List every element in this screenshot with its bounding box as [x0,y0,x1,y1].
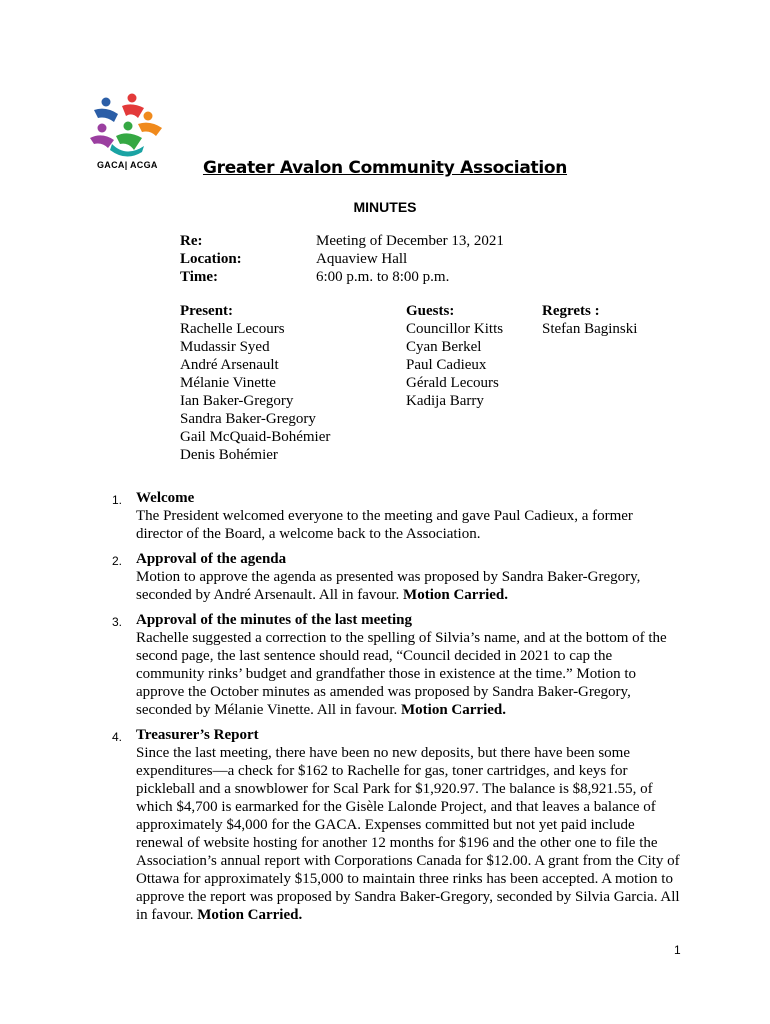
agenda-items [112,489,682,931]
regret-name: Stefan Baginski [542,321,638,337]
present-name: Gail McQuaid-Bohémier [180,429,331,445]
item-text: Since the last meeting, there have been no new deposits, but there have been some expenditures—a check for $162 to Rachelle for gas, toner cartridges, and keys for pickleball and a snowblower for Scal Park for $1,920.97. The balance is $8,921.55, of which $4,700 is earmarked for the Gisèle Lalonde Project, and that leaves a balance of approximately $4,000 for the GACA. Expenses committed but not yet paid include renewal of website hosting for another 12 months for $196 and the other one to file the Association’s annual report with Corporations Canada for $12.00. A grant from the City of Ottawa for approximately $15,000 to maintain three rinks has been accepted. A motion to approve the report was proposed by Sandra Baker-Gregory, seconded by Silvia Garcia. All in favour. Motion Carried. [136,745,680,923]
document-title: Greater Avalon Community Association [202,158,568,178]
logo-text: GACA| ACGA [97,160,158,170]
guest-name: Cyan Berkel [406,339,482,355]
meeting-details [180,232,504,286]
present-list [180,302,330,464]
meta-row-re [180,232,504,250]
meta-label: Location: [180,251,242,267]
agenda-item [112,489,682,543]
present-name: Denis Bohémier [180,447,278,463]
gaca-logo-figures-icon [88,92,168,164]
meta-value: Aquaview Hall [316,251,408,267]
item-number: 1. [112,493,123,507]
guest-name: Kadija Barry [406,393,484,409]
meta-row-location [180,250,504,268]
present-name: Rachelle Lecours [180,321,285,337]
meta-value: Meeting of December 13, 2021 [316,233,504,249]
item-heading: Approval of the agenda [136,551,287,567]
page-number: 1 [674,943,681,957]
item-text: Rachelle suggested a correction to the spelling of Silvia’s name, and at the bottom of the second page, the last sentence should read, “Council decided in 2021 to cap the community rinks’ budget and grandfather those in existence at the time.” Motion to approve the October minutes as amended was proposed by Sandra Baker-Gregory, seconded by Mélanie Vinette. All in favour. Motion Carried. [136,630,667,718]
guests-list [406,302,503,410]
item-text: Motion to approve the agenda as presented was proposed by Sandra Baker-Gregory, seconded by André Arsenault. All in favour. Motion Carried. [136,569,641,603]
item-heading: Treasurer’s Report [136,727,259,743]
item-number: 4. [112,730,123,744]
item-number: 2. [112,554,123,568]
item-heading: Welcome [136,490,195,506]
present-heading: Present: [180,303,234,319]
regrets-list [542,302,637,338]
guest-name: Paul Cadieux [406,357,487,373]
present-name: André Arsenault [180,357,279,373]
item-number: 3. [112,615,123,629]
agenda-item [112,550,682,604]
present-name: Sandra Baker-Gregory [180,411,316,427]
regrets-heading: Regrets : [542,303,600,319]
item-heading: Approval of the minutes of the last meeting [136,612,412,628]
guest-name: Gérald Lecours [406,375,499,391]
document-subtitle: MINUTES [353,199,417,215]
meta-row-time [180,268,504,286]
meta-label: Time: [180,269,219,285]
agenda-item [112,611,682,719]
item-text: The President welcomed everyone to the meeting and gave Paul Cadieux, a former director of the Board, a welcome back to the Association. [136,508,633,542]
guest-name: Councillor Kitts [406,321,504,337]
meta-value: 6:00 p.m. to 8:00 p.m. [316,269,450,285]
meta-label: Re: [180,233,203,249]
present-name: Ian Baker-Gregory [180,393,294,409]
present-name: Mudassir Syed [180,339,270,355]
guests-heading: Guests: [406,303,455,319]
present-name: Mélanie Vinette [180,375,276,391]
agenda-item [112,726,682,924]
